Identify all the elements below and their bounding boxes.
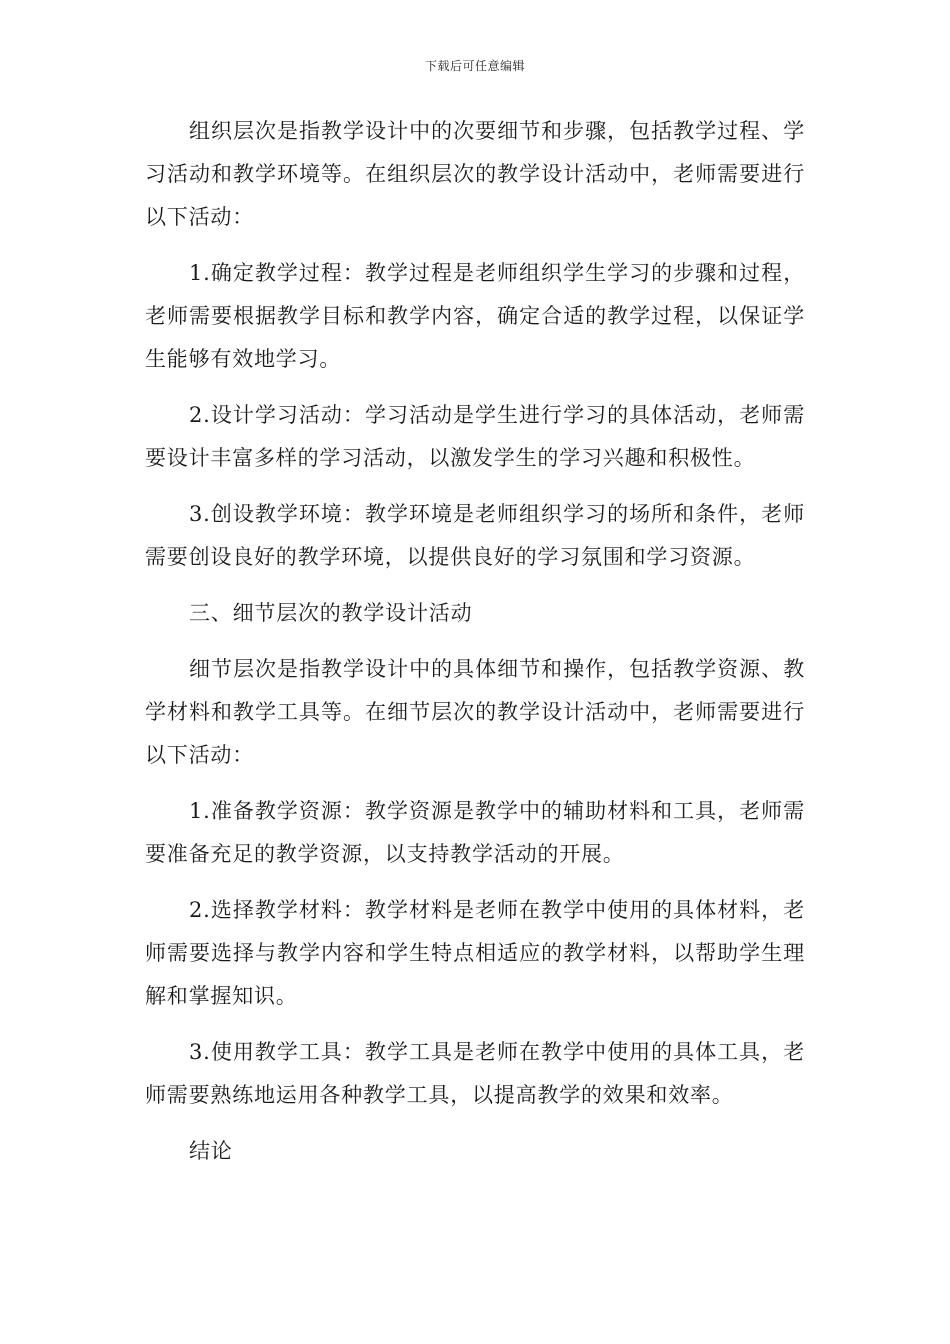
paragraph-detail-intro: 细节层次是指教学设计中的具体细节和操作，包括教学资源、教学材料和教学工具等。在细节层次的教学设计活动中，老师需要进行以下活动：	[145, 657, 805, 767]
page-header: 下载后可任意编辑	[424, 59, 525, 73]
paragraph-item-teaching-resources: 1.准备教学资源：教学资源是教学中的辅助材料和工具，老师需要准备充足的教学资源，以支持教学活动的开展。	[145, 799, 805, 866]
paragraph-item-teaching-environment: 3.创设教学环境：教学环境是老师组织学习的场所和条件，老师需要创设良好的教学环境，以提供良好的学习氛围和学习资源。	[145, 502, 805, 569]
paragraph-organization-intro: 组织层次是指教学设计中的次要细节和步骤，包括教学过程、学习活动和教学环境等。在组织层次的教学设计活动中，老师需要进行以下活动：	[145, 119, 805, 229]
document-body	[145, 110, 805, 1186]
section-heading-conclusion: 结论	[189, 1139, 233, 1163]
section-heading-detail-level: 三、细节层次的教学设计活动	[189, 601, 473, 625]
paragraph-item-teaching-tools: 3.使用教学工具：教学工具是老师在教学中使用的具体工具，老师需要熟练地运用各种教学工具，以提高教学的效果和效率。	[145, 1040, 805, 1107]
paragraph-item-teaching-materials: 2.选择教学材料：教学材料是老师在教学中使用的具体材料，老师需要选择与教学内容和学生特点相适应的教学材料，以帮助学生理解和掌握知识。	[145, 898, 805, 1008]
paragraph-item-teaching-process: 1.确定教学过程：教学过程是老师组织学生学习的步骤和过程，老师需要根据教学目标和教学内容，确定合适的教学过程，以保证学生能够有效地学习。	[145, 261, 805, 371]
paragraph-item-learning-activities: 2.设计学习活动：学习活动是学生进行学习的具体活动，老师需要设计丰富多样的学习活动，以激发学生的学习兴趣和积极性。	[145, 403, 805, 470]
